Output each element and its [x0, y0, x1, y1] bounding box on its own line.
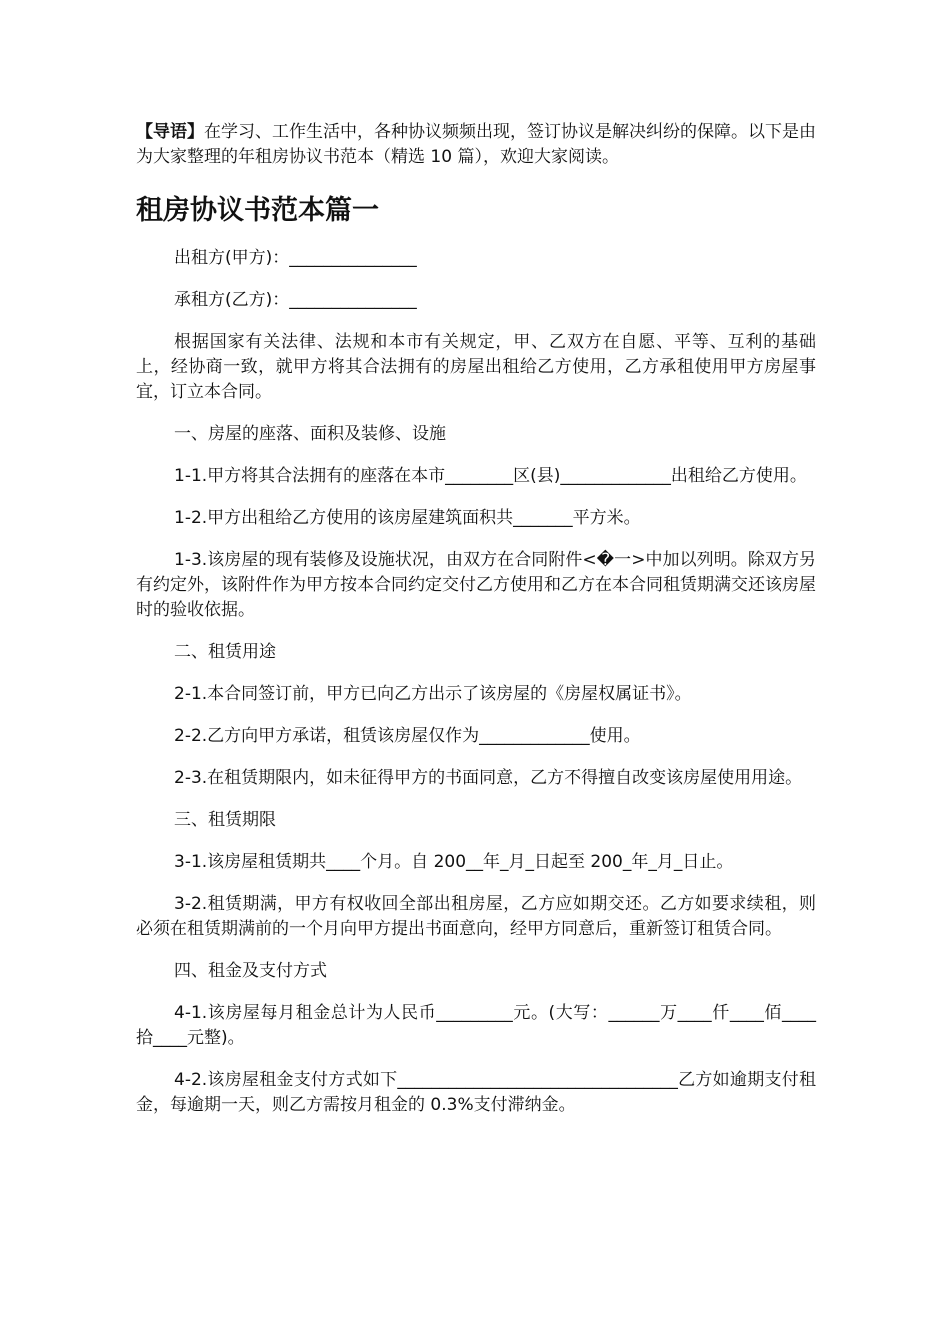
clause-4-2: 4-2.该房屋租金支付方式如下_________________________________乙方如逾期支付租金，每逾期一天，则乙方需按月租金的 0.3%支付滞纳金。 — [136, 1070, 816, 1115]
clause-2-1: 2-1.本合同签订前，甲方已向乙方出示了该房屋的《房屋权属证书》。 — [174, 684, 692, 704]
document-page — [136, 120, 816, 1135]
intro-text: 在学习、工作生活中，各种协议频频出现，签订协议是解决纠纷的保障。以下是由为大家整理的年租房协议书范本（精选 10 篇），欢迎大家阅读。 — [136, 122, 816, 167]
clause-2-3: 2-3.在租赁期限内，如未征得甲方的书面同意，乙方不得擅自改变该房屋使用用途。 — [174, 768, 803, 788]
section-heading-1: 一、房屋的座落、面积及装修、设施 — [174, 424, 446, 444]
lessor-line: 出租方(甲方)：_______________ — [174, 248, 417, 268]
section-heading-2: 二、租赁用途 — [174, 642, 276, 662]
clause-2-2: 2-2.乙方向甲方承诺，租赁该房屋仅作为_____________使用。 — [174, 726, 641, 746]
clause-1-1: 1-1.甲方将其合法拥有的座落在本市________区(县)_____________出租给乙方使用。 — [174, 466, 807, 486]
section-heading-3: 三、租赁期限 — [174, 810, 276, 830]
clause-1-2: 1-2.甲方出租给乙方使用的该房屋建筑面积共_______平方米。 — [174, 508, 641, 528]
clause-4-1: 4-1.该房屋每月租金总计为人民币_________元。(大写：______万____仟____佰____拾____元整)。 — [136, 1003, 816, 1048]
intro-lead: 【导语】 — [136, 122, 204, 142]
clause-1-3: 1-3.该房屋的现有装修及设施状况，由双方在合同附件<�一>中加以列明。除双方另有约定外，该附件作为甲方按本合同约定交付乙方使用和乙方在本合同租赁期满交还该房屋时的验收依据。 — [136, 550, 816, 620]
intro-paragraph — [136, 120, 816, 170]
lessee-line: 承租方(乙方)：_______________ — [174, 290, 417, 310]
document-title: 租房协议书范本篇一 — [136, 195, 379, 226]
preamble-paragraph: 根据国家有关法律、法规和本市有关规定，甲、乙双方在自愿、平等、互利的基础上，经协商一致，就甲方将其合法拥有的房屋出租给乙方使用，乙方承租使用甲方房屋事宜，订立本合同。 — [136, 332, 816, 402]
section-heading-4: 四、租金及支付方式 — [174, 961, 327, 981]
clause-3-2: 3-2.租赁期满，甲方有权收回全部出租房屋，乙方应如期交还。乙方如要求续租，则必须在租赁期满前的一个月向甲方提出书面意向，经甲方同意后，重新签订租赁合同。 — [136, 894, 816, 939]
clause-3-1: 3-1.该房屋租赁期共____个月。自 200__年_月_日起至 200_年_月_日止。 — [174, 852, 734, 872]
